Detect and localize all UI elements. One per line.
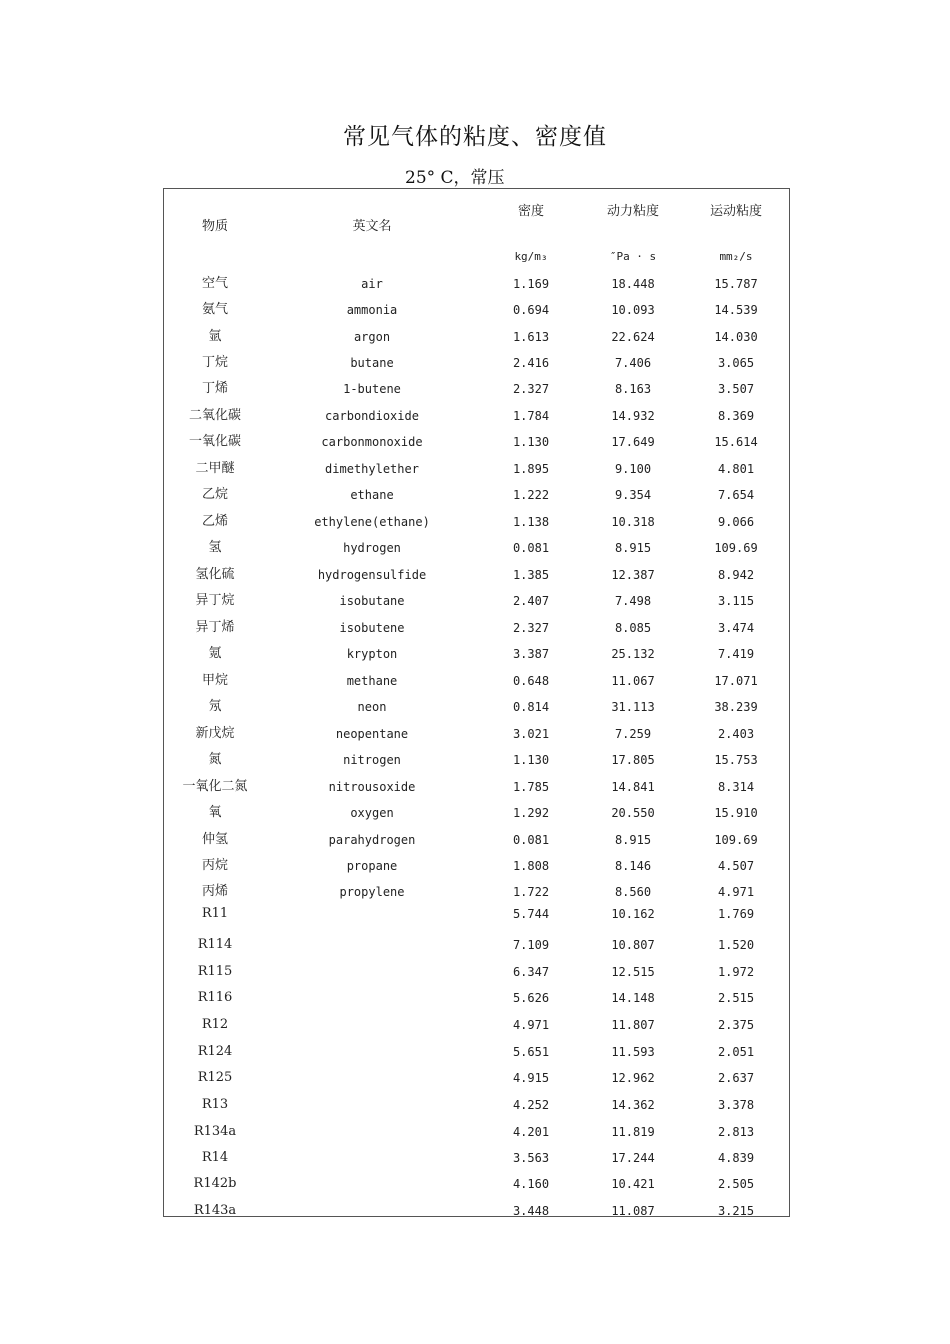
unit-density: kg/m₃	[514, 250, 548, 263]
row-dynamic-viscosity: 8.085	[614, 621, 652, 635]
row-english-name: propane	[346, 859, 398, 873]
row-dynamic-viscosity: 8.163	[614, 382, 652, 396]
row-kinematic-viscosity: 14.539	[714, 303, 758, 317]
row-density: 1.785	[512, 780, 550, 794]
row-kinematic-viscosity: 4.839	[717, 1151, 755, 1165]
row-substance: 空气	[201, 276, 229, 291]
row-substance: 甲烷	[201, 673, 229, 688]
header-dynamic-viscosity: 动力粘度	[606, 204, 660, 219]
row-dynamic-viscosity: 10.162	[611, 907, 655, 921]
row-density: 0.814	[512, 700, 550, 714]
row-dynamic-viscosity: 14.148	[611, 991, 655, 1005]
row-density: 0.081	[512, 833, 550, 847]
header-substance: 物质	[201, 219, 229, 234]
row-dynamic-viscosity: 7.498	[614, 594, 652, 608]
row-english-name: air	[361, 277, 383, 291]
row-density: 6.347	[512, 965, 550, 979]
row-dynamic-viscosity: 11.067	[611, 674, 655, 688]
row-kinematic-viscosity: 1.769	[717, 907, 755, 921]
row-kinematic-viscosity: 2.051	[717, 1045, 755, 1059]
row-english-name: hydrogensulfide	[317, 568, 427, 582]
row-density: 1.138	[512, 515, 550, 529]
row-english-name: ammonia	[346, 303, 398, 317]
row-dynamic-viscosity: 20.550	[611, 806, 655, 820]
row-density: 1.385	[512, 568, 550, 582]
row-english-name: isobutene	[339, 621, 405, 635]
row-kinematic-viscosity: 2.813	[717, 1125, 755, 1139]
row-kinematic-viscosity: 15.753	[714, 753, 758, 767]
row-dynamic-viscosity: 10.318	[611, 515, 655, 529]
row-density: 5.651	[512, 1045, 550, 1059]
row-substance: 二氧化碳	[188, 408, 242, 423]
row-english-name: ethane	[350, 488, 394, 502]
page-title: 常见气体的粘度、密度值	[343, 124, 607, 150]
row-english-name: butane	[350, 356, 394, 370]
row-dynamic-viscosity: 12.387	[611, 568, 655, 582]
row-density: 1.130	[512, 435, 550, 449]
row-substance: 新戊烷	[195, 726, 235, 741]
row-kinematic-viscosity: 2.403	[717, 727, 755, 741]
row-substance: R115	[197, 964, 233, 979]
row-kinematic-viscosity: 38.239	[714, 700, 758, 714]
row-density: 1.895	[512, 462, 550, 476]
row-english-name: 1-butene	[343, 382, 401, 396]
row-dynamic-viscosity: 11.819	[611, 1125, 655, 1139]
row-kinematic-viscosity: 3.507	[717, 382, 755, 396]
row-dynamic-viscosity: 14.841	[611, 780, 655, 794]
row-english-name: dimethylether	[325, 462, 419, 476]
row-density: 5.626	[512, 991, 550, 1005]
row-substance: 二甲醚	[195, 461, 235, 476]
row-substance: 氨气	[201, 302, 229, 317]
row-density: 3.563	[512, 1151, 550, 1165]
row-substance: 异丁烷	[195, 593, 235, 608]
row-dynamic-viscosity: 8.560	[614, 885, 652, 899]
row-dynamic-viscosity: 11.807	[611, 1018, 655, 1032]
row-dynamic-viscosity: 25.132	[611, 647, 655, 661]
row-substance: 氪	[208, 646, 222, 661]
row-kinematic-viscosity: 3.115	[717, 594, 755, 608]
row-density: 4.915	[512, 1071, 550, 1085]
row-substance: R116	[197, 990, 233, 1005]
row-dynamic-viscosity: 8.915	[614, 833, 652, 847]
row-substance: 氖	[208, 699, 222, 714]
row-density: 4.160	[512, 1177, 550, 1191]
row-english-name: carbonmonoxide	[321, 435, 423, 449]
row-substance: R114	[197, 937, 233, 952]
row-substance: 丙烯	[201, 884, 229, 899]
row-english-name: isobutane	[339, 594, 405, 608]
unit-kinematic-viscosity: mm₂/s	[719, 250, 753, 263]
row-dynamic-viscosity: 12.515	[611, 965, 655, 979]
row-kinematic-viscosity: 7.654	[717, 488, 755, 502]
row-english-name: nitrousoxide	[328, 780, 416, 794]
row-dynamic-viscosity: 10.807	[611, 938, 655, 952]
row-substance: 一氧化二氮	[182, 779, 248, 794]
row-substance: R125	[197, 1070, 233, 1085]
row-substance: 丙烷	[201, 858, 229, 873]
row-density: 0.694	[512, 303, 550, 317]
header-kinematic-viscosity: 运动粘度	[709, 204, 763, 219]
row-substance: R11	[201, 906, 229, 921]
row-substance: R142b	[193, 1176, 237, 1191]
row-english-name: parahydrogen	[328, 833, 416, 847]
row-density: 1.292	[512, 806, 550, 820]
row-density: 4.971	[512, 1018, 550, 1032]
row-dynamic-viscosity: 10.421	[611, 1177, 655, 1191]
row-kinematic-viscosity: 4.507	[717, 859, 755, 873]
row-kinematic-viscosity: 1.972	[717, 965, 755, 979]
row-density: 7.109	[512, 938, 550, 952]
row-dynamic-viscosity: 31.113	[611, 700, 655, 714]
row-density: 1.722	[512, 885, 550, 899]
row-density: 0.081	[512, 541, 550, 555]
row-density: 1.808	[512, 859, 550, 873]
unit-dynamic-viscosity: ″Pa · s	[609, 250, 657, 263]
row-kinematic-viscosity: 8.369	[717, 409, 755, 423]
row-english-name: argon	[353, 330, 391, 344]
row-density: 1.130	[512, 753, 550, 767]
row-kinematic-viscosity: 1.520	[717, 938, 755, 952]
row-dynamic-viscosity: 18.448	[611, 277, 655, 291]
row-substance: 氩	[208, 329, 222, 344]
row-density: 4.252	[512, 1098, 550, 1112]
row-english-name: neopentane	[335, 727, 409, 741]
row-substance: 异丁烯	[195, 620, 235, 635]
row-english-name: oxygen	[350, 806, 394, 820]
row-kinematic-viscosity: 2.505	[717, 1177, 755, 1191]
row-dynamic-viscosity: 17.649	[611, 435, 655, 449]
row-dynamic-viscosity: 11.593	[611, 1045, 655, 1059]
row-dynamic-viscosity: 7.259	[614, 727, 652, 741]
row-density: 3.448	[512, 1204, 550, 1218]
row-dynamic-viscosity: 17.244	[611, 1151, 655, 1165]
row-dynamic-viscosity: 8.915	[614, 541, 652, 555]
row-kinematic-viscosity: 15.614	[714, 435, 758, 449]
row-density: 2.327	[512, 382, 550, 396]
row-substance: R143a	[193, 1203, 237, 1218]
row-density: 1.784	[512, 409, 550, 423]
row-density: 5.744	[512, 907, 550, 921]
row-substance: 仲氢	[201, 832, 229, 847]
row-dynamic-viscosity: 8.146	[614, 859, 652, 873]
row-english-name: nitrogen	[343, 753, 401, 767]
row-kinematic-viscosity: 3.065	[717, 356, 755, 370]
row-substance: 氧	[208, 805, 222, 820]
row-substance: 一氧化碳	[188, 434, 242, 449]
row-dynamic-viscosity: 7.406	[614, 356, 652, 370]
row-kinematic-viscosity: 3.474	[717, 621, 755, 635]
row-substance: R12	[201, 1017, 229, 1032]
row-kinematic-viscosity: 9.066	[717, 515, 755, 529]
row-kinematic-viscosity: 15.787	[714, 277, 758, 291]
row-dynamic-viscosity: 11.087	[611, 1204, 655, 1218]
row-substance: 氮	[208, 752, 222, 767]
row-dynamic-viscosity: 17.805	[611, 753, 655, 767]
row-substance: 乙烯	[201, 514, 229, 529]
row-kinematic-viscosity: 3.215	[717, 1204, 755, 1218]
row-density: 0.648	[512, 674, 550, 688]
row-substance: R13	[201, 1097, 229, 1112]
row-substance: 氢化硫	[195, 567, 235, 582]
row-density: 1.169	[512, 277, 550, 291]
row-kinematic-viscosity: 7.419	[717, 647, 755, 661]
row-substance: R14	[201, 1150, 229, 1165]
row-substance: R134a	[193, 1124, 237, 1139]
row-kinematic-viscosity: 8.314	[717, 780, 755, 794]
row-dynamic-viscosity: 14.932	[611, 409, 655, 423]
row-dynamic-viscosity: 9.100	[614, 462, 652, 476]
row-substance: 氢	[208, 540, 222, 555]
row-english-name: neon	[357, 700, 387, 714]
row-kinematic-viscosity: 109.69	[714, 541, 758, 555]
row-dynamic-viscosity: 9.354	[614, 488, 652, 502]
row-dynamic-viscosity: 10.093	[611, 303, 655, 317]
table-frame	[163, 188, 790, 1217]
row-kinematic-viscosity: 109.69	[714, 833, 758, 847]
row-english-name: carbondioxide	[325, 409, 419, 423]
row-density: 2.407	[512, 594, 550, 608]
row-dynamic-viscosity: 22.624	[611, 330, 655, 344]
row-density: 2.416	[512, 356, 550, 370]
row-kinematic-viscosity: 3.378	[717, 1098, 755, 1112]
row-english-name: krypton	[346, 647, 398, 661]
row-english-name: hydrogen	[343, 541, 401, 555]
row-english-name: methane	[346, 674, 398, 688]
row-density: 3.387	[512, 647, 550, 661]
row-substance: R124	[197, 1044, 233, 1059]
row-density: 4.201	[512, 1125, 550, 1139]
row-substance: 乙烷	[201, 487, 229, 502]
page-subtitle: 25° C，常压	[405, 168, 505, 188]
row-substance: 丁烷	[201, 355, 229, 370]
row-kinematic-viscosity: 17.071	[714, 674, 758, 688]
row-dynamic-viscosity: 14.362	[611, 1098, 655, 1112]
row-density: 1.222	[512, 488, 550, 502]
row-kinematic-viscosity: 4.801	[717, 462, 755, 476]
row-substance: 丁烯	[201, 381, 229, 396]
row-density: 3.021	[512, 727, 550, 741]
row-kinematic-viscosity: 2.515	[717, 991, 755, 1005]
row-density: 2.327	[512, 621, 550, 635]
row-kinematic-viscosity: 8.942	[717, 568, 755, 582]
row-kinematic-viscosity: 14.030	[714, 330, 758, 344]
row-kinematic-viscosity: 15.910	[714, 806, 758, 820]
header-english-name: 英文名	[352, 219, 392, 234]
row-kinematic-viscosity: 2.637	[717, 1071, 755, 1085]
row-density: 1.613	[512, 330, 550, 344]
row-kinematic-viscosity: 2.375	[717, 1018, 755, 1032]
header-density: 密度	[517, 204, 545, 219]
row-english-name: ethylene(ethane)	[314, 515, 430, 529]
row-english-name: propylene	[339, 885, 405, 899]
row-dynamic-viscosity: 12.962	[611, 1071, 655, 1085]
row-kinematic-viscosity: 4.971	[717, 885, 755, 899]
